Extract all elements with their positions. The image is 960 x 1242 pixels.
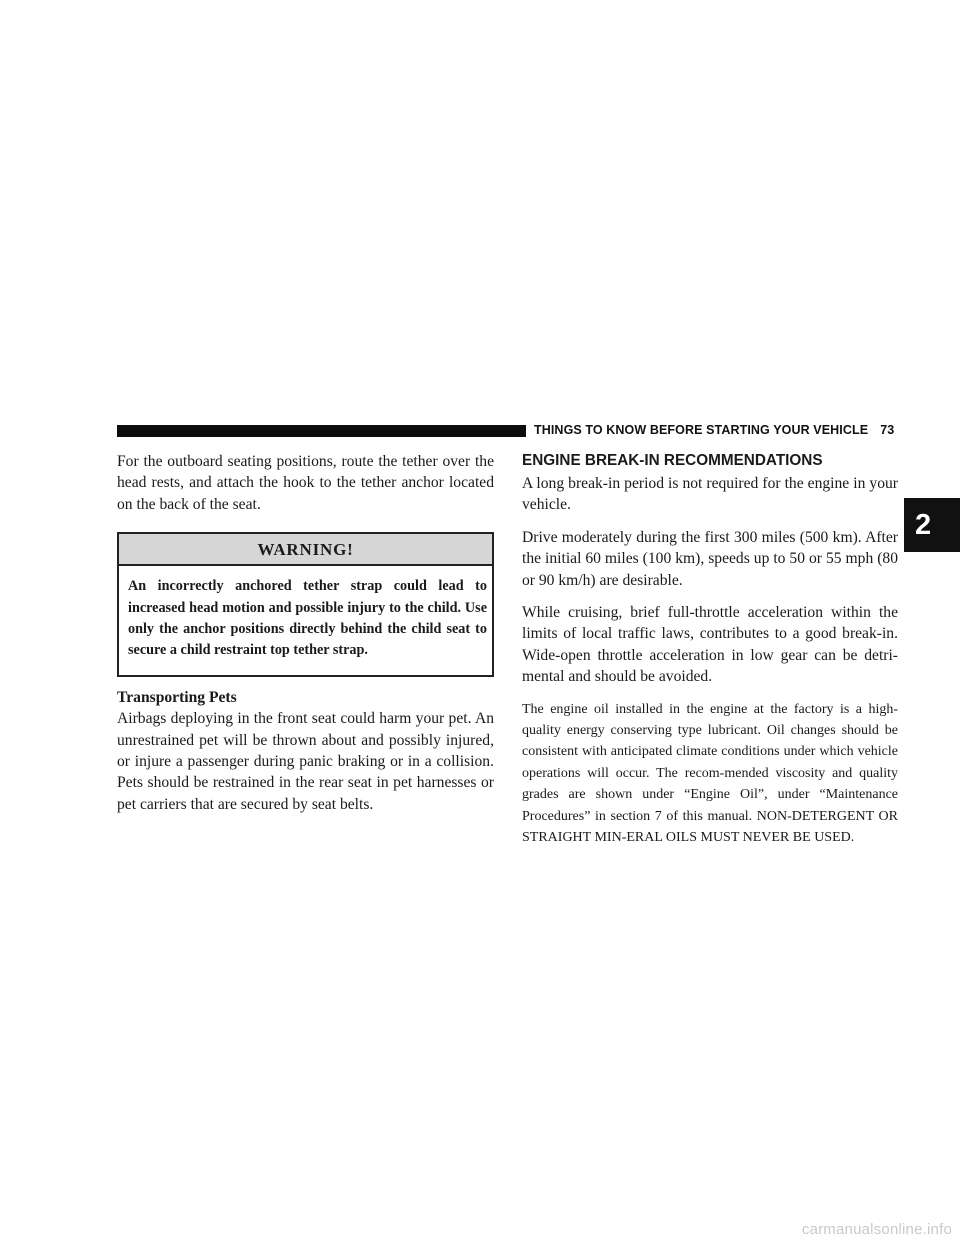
header-rule	[117, 425, 526, 437]
right-column	[522, 451, 898, 860]
engine-oil-paragraph: The engine oil installed in the engine at the factory is a high-quality energy conserving type lubricant. Oil changes should be consistent with anticipated climate conditions under which vehicle operations will occur. The recom-mended viscosity and quality grades are shown under “Engine Oil”, under “Maintenance Procedures” in section 7 of this manual. NON-DETERGENT OR STRAIGHT MIN-ERAL OILS MUST NEVER BE USED.	[522, 701, 898, 846]
page-number: 73	[880, 423, 895, 437]
running-head	[534, 423, 894, 437]
left-column	[117, 451, 494, 815]
tether-routing-paragraph: For the outboard seating positions, route the tether over the head rests, and attach the hook to the tether anchor located on the back of the seat.	[117, 453, 494, 513]
warning-box	[117, 532, 494, 677]
watermark-text: carmanualsonline.info	[801, 1221, 952, 1238]
running-head-title: THINGS TO KNOW BEFORE STARTING YOUR VEHICLE	[534, 423, 869, 437]
chapter-tab	[904, 498, 960, 552]
chapter-number: 2	[915, 509, 932, 541]
break-in-paragraph-3: While cruising, brief full-throttle acceleration within the limits of local traffic laws, contributes to a good break-in. Wide-open throttle acceleration in low gear can be detri-mental and should be avoided.	[522, 604, 898, 686]
break-in-paragraph-2: Drive moderately during the first 300 miles (500 km). After the initial 60 miles (100 km), speeds up to 50 or 55 mph (80 or 90 km/h) are desirable.	[522, 528, 898, 589]
warning-title: WARNING!	[119, 534, 492, 566]
transporting-pets-heading: Transporting Pets	[117, 688, 237, 706]
transporting-pets-paragraph: Airbags deploying in the front seat could harm your pet. An unrestrained pet will be thrown about and possibly injured, or injure a passenger during panic braking or in a collision. Pets should be restrained in the rear seat in pet harnesses or pet carriers that are secured by seat belts.	[117, 710, 494, 813]
break-in-paragraph-1: A long break-in period is not required for the engine in your vehicle.	[522, 475, 898, 514]
engine-break-in-heading: ENGINE BREAK-IN RECOMMENDATIONS	[522, 452, 823, 469]
warning-text: An incorrectly anchored tether strap could lead to increased head motion and possible injury to the child. Use only the anchor positions directly behind the child seat to secure a child restraint top tether strap.	[128, 578, 487, 659]
